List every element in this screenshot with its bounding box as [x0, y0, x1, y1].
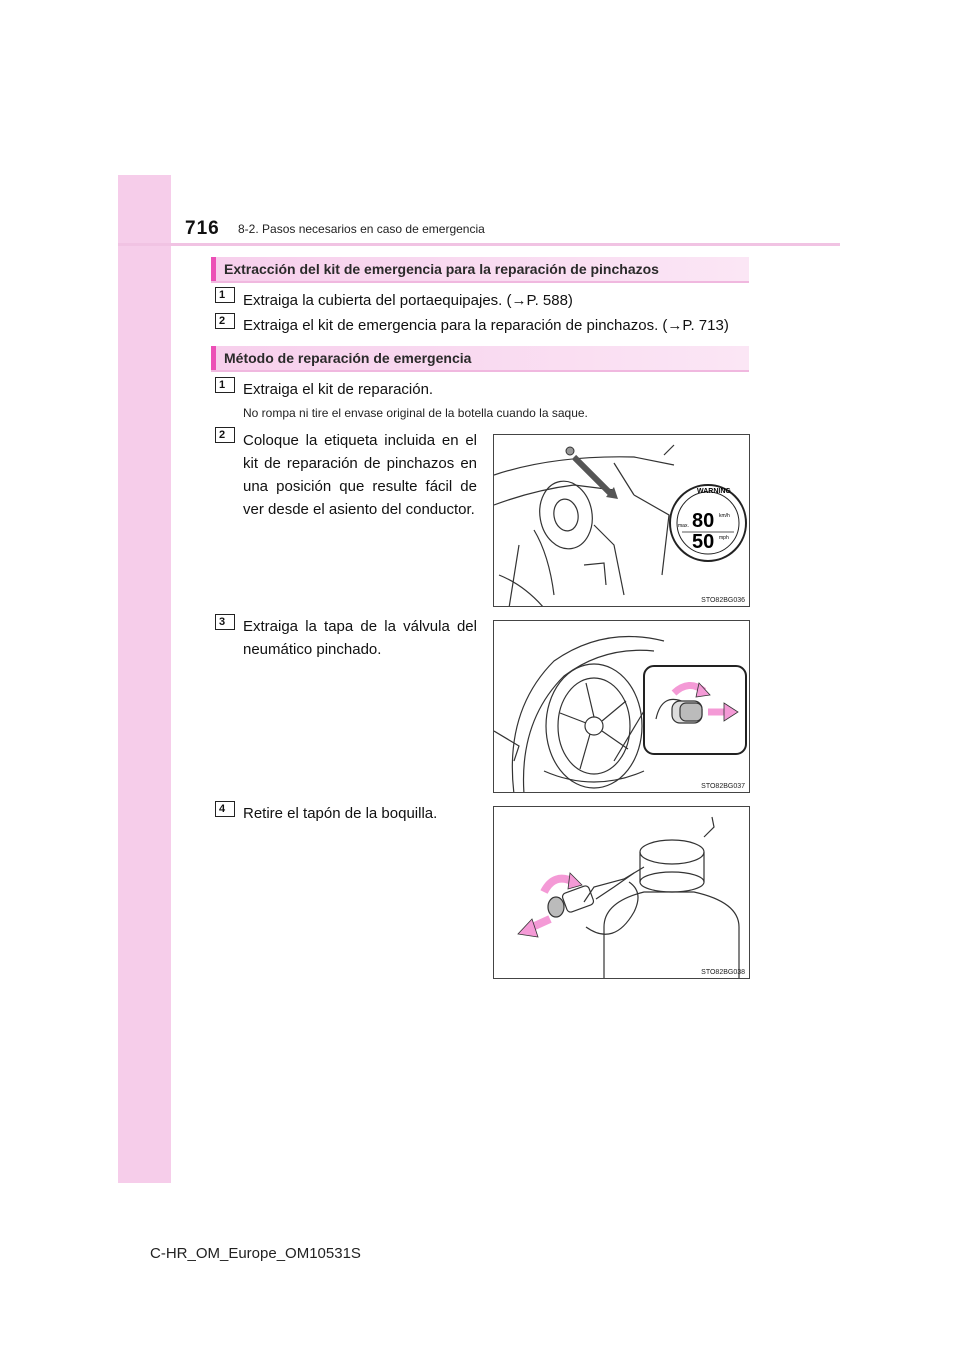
footer-doc-id: C-HR_OM_Europe_OM10531S — [150, 1245, 361, 1262]
step-number-badge: 2 — [215, 427, 235, 443]
sticker-max: max. — [678, 523, 689, 529]
step-text: Extraiga el kit de reparación. — [243, 381, 434, 398]
figure-nozzle-cap — [493, 806, 750, 979]
step-text: Retire el tapón de la boquilla. — [243, 805, 438, 822]
section-heading-extraction — [211, 257, 749, 283]
dashboard-illustration — [494, 435, 750, 607]
step-text: Extraiga la cubierta del portaequipajes. (→P. 588) — [243, 292, 573, 309]
sticker-speed-bottom: 50 — [692, 531, 715, 553]
section-heading-repair-method — [211, 346, 749, 372]
sticker-warning-word: WARNING — [697, 488, 731, 495]
section-heading-text: Extracción del kit de emergencia para la reparación de pinchazos — [224, 261, 659, 277]
step-number-badge: 3 — [215, 614, 235, 630]
chapter-sidebar-tab — [118, 175, 171, 1183]
step-text: Extraiga el kit de emergencia para la reparación de pinchazos. (→P. 713) — [243, 317, 729, 334]
sticker-unit-top: km/h — [719, 513, 730, 519]
figure-valve-cap — [493, 620, 750, 793]
figure-label-placement — [493, 434, 750, 607]
wheel-illustration — [494, 621, 750, 793]
figure-code: STO82BG037 — [701, 783, 745, 790]
warning-sticker-graphic — [670, 485, 746, 561]
step-note: No rompa ni tire el envase original de la botella cuando la saque. — [243, 406, 588, 420]
section-heading-text: Método de reparación de emergencia — [224, 350, 472, 366]
bottle-illustration — [494, 807, 750, 979]
sticker-unit-bottom: mph — [719, 535, 729, 541]
step-number-badge: 2 — [215, 313, 235, 329]
step-text: Coloque la etiqueta incluida en el kit de reparación de pinchazos en una posición que resulte fácil de ver desde el asiento del conductor. — [243, 432, 477, 518]
chapter-title: 8-2. Pasos necesarios en caso de emergencia — [238, 222, 485, 236]
figure-code: STO82BG036 — [701, 597, 745, 604]
step-number-badge: 4 — [215, 801, 235, 817]
sticker-speed-top: 80 — [692, 510, 715, 532]
page-number: 716 — [185, 218, 220, 239]
step-number-badge: 1 — [215, 377, 235, 393]
step-text: Extraiga la tapa de la válvula del neumático pinchado. — [243, 618, 477, 658]
figure-code: STO82BG038 — [701, 969, 745, 976]
step-number-badge: 1 — [215, 287, 235, 303]
header-divider — [118, 243, 840, 246]
